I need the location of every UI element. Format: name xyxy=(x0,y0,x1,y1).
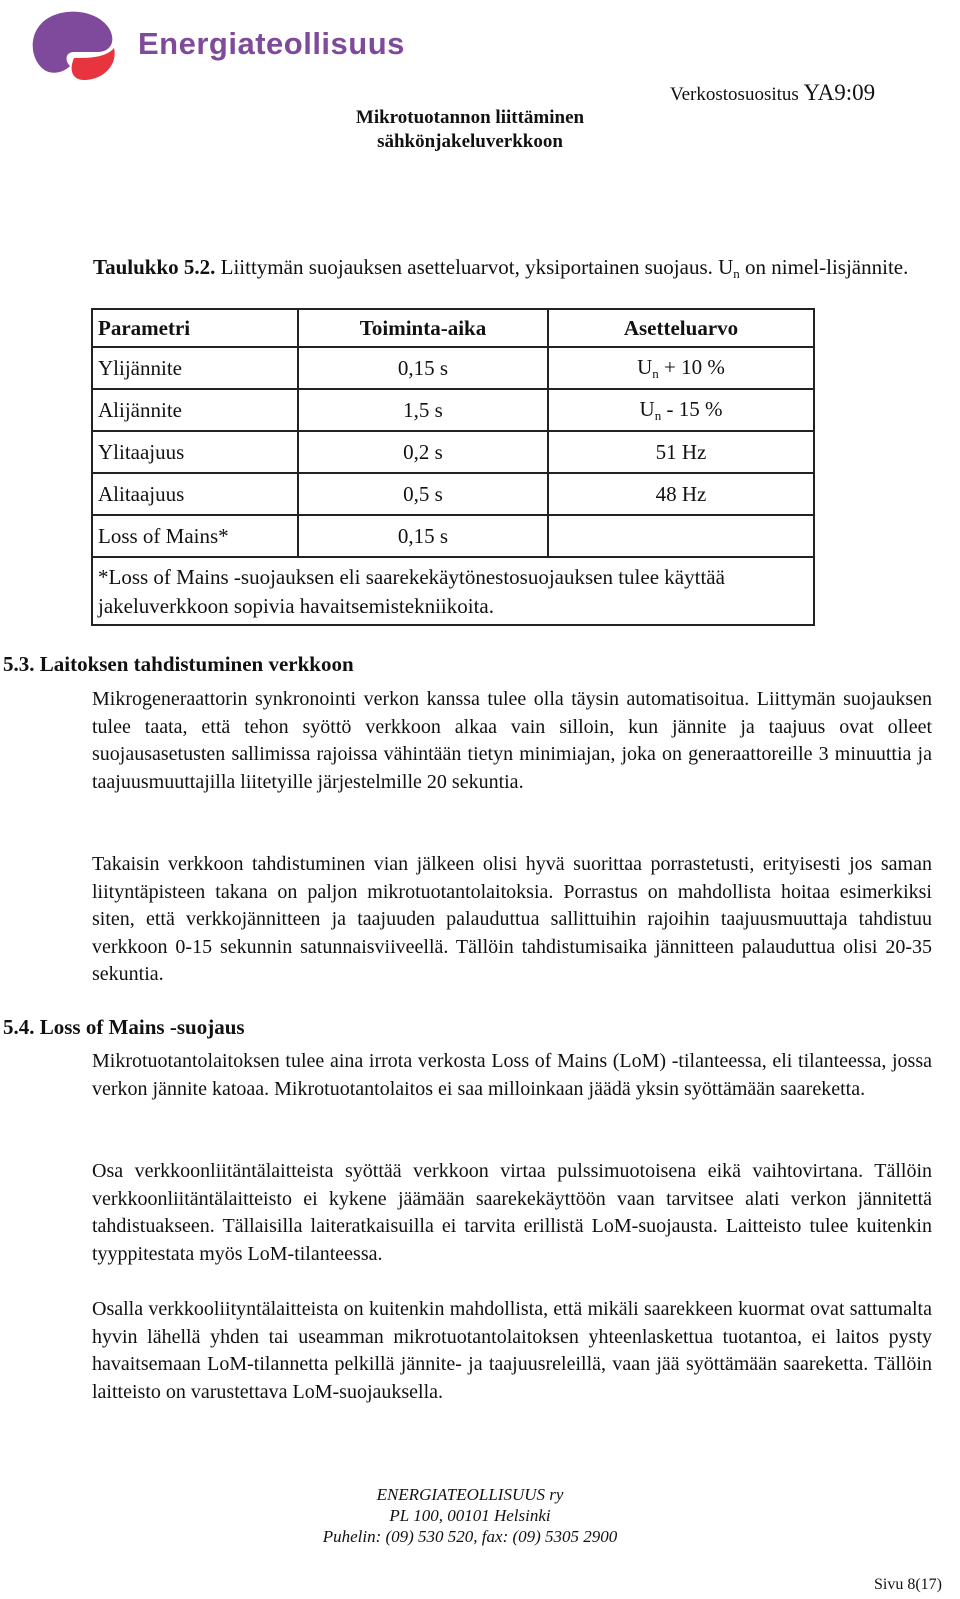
header-parametri: Parametri xyxy=(92,309,298,347)
footer-phone: Puhelin: (09) 530 520, fax: (09) 5305 2900 xyxy=(322,1527,618,1546)
value-post: + 10 % xyxy=(658,354,725,379)
paragraph: Takaisin verkkoon tahdistuminen vian jälkeen olisi hyvä suorittaa porrastetusti, erityisesti jos saman liityntäpisteen takana on paljon mikrotuotantolaitoksia. Porrastus on mahdollista hoitaa esimerkiksi siten, että verkkojännitteen ja taajuuden palauduttua sallittuihin rajoihin taajuusmuuttaja tahdistuu verkkoon 0-15 sekunnin satunnaisviiveellä. Tällöin tahdistumisaika jännitteen palauduttua olisi 20-35 sekuntia. xyxy=(92,853,932,985)
section-heading-5-3: 5.3. Laitoksen tahdistuminen verkkoon xyxy=(3,652,354,676)
cell-param: Ylitaajuus xyxy=(92,431,298,473)
cell-value: 48 Hz xyxy=(548,473,814,515)
document-title xyxy=(330,106,610,154)
paragraph: Osalla verkkooliityntälaitteista on kuitenkin mahdollista, että mikäli saarekkeen kuormat ovat sattumalta hyvin lähellä yhden tai useamman mikrotuotantolaitoksen yhteenlaskettua tuotantoa, ei laitos pysty havaitsemaan LoM-tilannetta pelkillä jännite- ja taajuusreleillä, vaan jää syöttämään saareketta. Tällöin laitteisto on varustettava LoM-suojauksella. xyxy=(92,1298,932,1403)
page-number: Sivu 8(17) xyxy=(874,1576,942,1593)
table-row xyxy=(92,347,814,389)
cell-time: 0,2 s xyxy=(298,431,548,473)
cell-param: Alitaajuus xyxy=(92,473,298,515)
section-heading-5-4: 5.4. Loss of Mains -suojaus xyxy=(3,1015,245,1039)
title-line-2: sähkönjakeluverkkoon xyxy=(377,131,563,152)
energiateollisuus-logo-icon xyxy=(22,8,120,84)
cell-time: 0,5 s xyxy=(298,473,548,515)
cell-param: Ylijännite xyxy=(92,347,298,389)
footer-org: ENERGIATEOLLISUUS ry xyxy=(376,1485,564,1504)
settings-table xyxy=(91,308,815,626)
caption-sub: n xyxy=(733,266,740,281)
doc-code: YA9:09 xyxy=(803,80,876,105)
document-reference xyxy=(670,80,875,106)
table-row xyxy=(92,515,814,557)
table-header-row xyxy=(92,309,814,347)
caption-text: Liittymän suojauksen asetteluarvot, yksiportainen suojaus. U xyxy=(215,255,734,279)
footer-address: PL 100, 00101 Helsinki xyxy=(389,1506,551,1525)
header-asetteluarvo: Asetteluarvo xyxy=(548,309,814,347)
cell-param: Alijännite xyxy=(92,389,298,431)
value-pre: U xyxy=(637,354,653,379)
caption-label: Taulukko 5.2. xyxy=(93,255,216,279)
cell-value: 51 Hz xyxy=(548,431,814,473)
paragraph: Mikrogeneraattorin synkronointi verkon kanssa tulee olla täysin automatisoitua. Liittymän suojauksen tulee taata, että tehon syöttö verkkoon alkaa vain silloin, kun jännite ja taajuus ovat olleet suojausasetusten sallimissa rajoissa vähintään tietyn minimiajan, joka on generaattoreille 3 minuuttia ja taajuusmuuttajilla liitetyille järjestelmille 20 sekuntia. xyxy=(92,688,932,793)
cell-value xyxy=(548,347,814,389)
table-footnote: *Loss of Mains -suojauksen eli saarekekäytönestosuojauksen tulee käyttää jakeluverkkoon sopivia havaitsemistekniikoita. xyxy=(92,557,814,625)
value-post: - 15 % xyxy=(661,396,723,421)
paragraph: Osa verkkoonliitäntälaitteista syöttää verkkoon virtaa pulssimuotoisena eikä vaihtovirtana. Tällöin verkkoonliitäntälaitteisto ei kykene jäämään saarekekäyttöön vaan tarvitsee alati verkon jännitettä tahdistuakseen. Tällaisilla laiteratkaisuilla ei tarvita erillistä LoM-suojausta. Laitteisto tulee kuitenkin tyyppitestata myös LoM-tilanteessa. xyxy=(92,1160,932,1265)
cell-param: Loss of Mains* xyxy=(92,515,298,557)
table-row xyxy=(92,473,814,515)
header-toiminta-aika: Toiminta-aika xyxy=(298,309,548,347)
logo-text: Energiateollisuus xyxy=(138,26,405,61)
cell-time: 0,15 s xyxy=(298,515,548,557)
footer xyxy=(250,1484,690,1547)
value-sub: n xyxy=(652,365,659,381)
cell-value xyxy=(548,515,814,557)
value-sub: n xyxy=(654,407,662,423)
value-pre: U xyxy=(639,396,655,421)
cell-time: 1,5 s xyxy=(298,389,548,431)
table-row xyxy=(92,431,814,473)
table-caption xyxy=(93,254,933,287)
title-line-1: Mikrotuotannon liittäminen xyxy=(355,107,585,128)
caption-text2: on nimel-lisjännite. xyxy=(739,255,909,279)
cell-time: 0,15 s xyxy=(298,347,548,389)
cell-value xyxy=(548,389,814,431)
paragraph: Mikrotuotantolaitoksen tulee aina irrota verkosta Loss of Mains (LoM) -tilanteessa, eli tilanteessa, jossa verkon jännite katoaa. Mikrotuotantolaitos ei saa milloinkaan jäädä yksin syöttämään saareketta. xyxy=(92,1050,932,1100)
doc-type: Verkostosuositus xyxy=(670,84,799,105)
table-row xyxy=(92,389,814,431)
table-footnote-row xyxy=(92,557,814,625)
